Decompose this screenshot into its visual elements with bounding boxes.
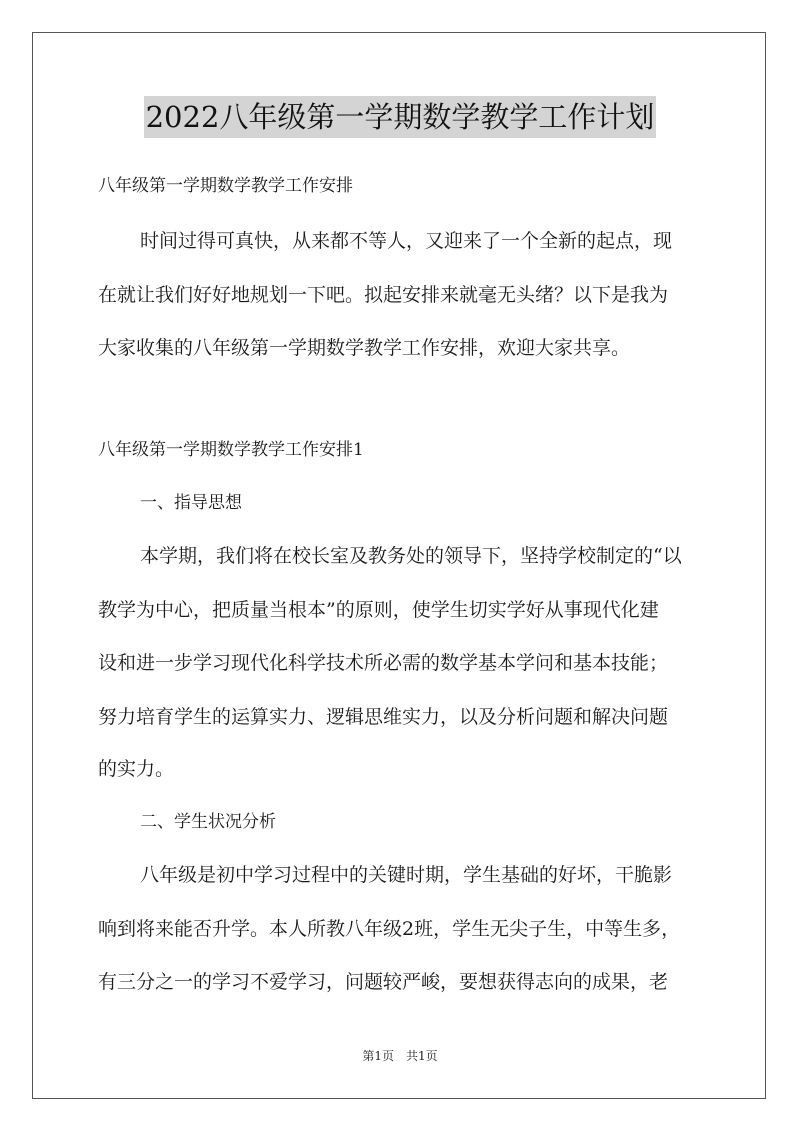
title-container <box>0 96 800 138</box>
subsection-heading: 八年级第一学期数学教学工作安排1 <box>98 440 364 460</box>
paragraph-line: 响到将来能否升学。本人所教八年级2班，学生无尖子生，中等生多， <box>98 918 681 940</box>
section-heading: 八年级第一学期数学教学工作安排 <box>98 176 353 196</box>
paragraph-line: 的实力。 <box>98 758 175 780</box>
paragraph-line: 有三分之一的学习不爱学习，问题较严峻，要想获得志向的成果，老 <box>98 971 669 993</box>
paragraph-line: 设和进一步学习现代化科学技术所必需的数学基本学问和基本技能； <box>98 652 669 674</box>
paragraph-line: 大家收集的八年级第一学期数学教学工作安排，欢迎大家共享。 <box>98 337 631 359</box>
paragraph-line: 八年级是初中学习过程中的关键时期，学生基础的好坏，干脆影 <box>140 864 673 886</box>
subsection-title: 二、学生状况分析 <box>140 812 276 832</box>
paragraph-line: 时间过得可真快，从来都不等人，又迎来了一个全新的起点，现 <box>140 230 673 252</box>
paragraph-line: 本学期，我们将在校长室及教务处的领导下，坚持学校制定的“以 <box>140 545 682 567</box>
page-footer: 第1页 共1页 <box>362 1049 438 1063</box>
paragraph-line: 努力培育学生的运算实力、逻辑思维实力，以及分析问题和解决问题 <box>98 706 669 728</box>
paragraph-line: 在就让我们好好地规划一下吧。拟起安排来就毫无头绪？以下是我为 <box>98 284 669 306</box>
paragraph-line: 教学为中心，把质量当根本”的原则，使学生切实学好从事现代化建 <box>98 599 659 621</box>
subsection-title: 一、指导思想 <box>140 493 242 513</box>
document-title: 2022八年级第一学期数学教学工作计划 <box>144 96 657 138</box>
